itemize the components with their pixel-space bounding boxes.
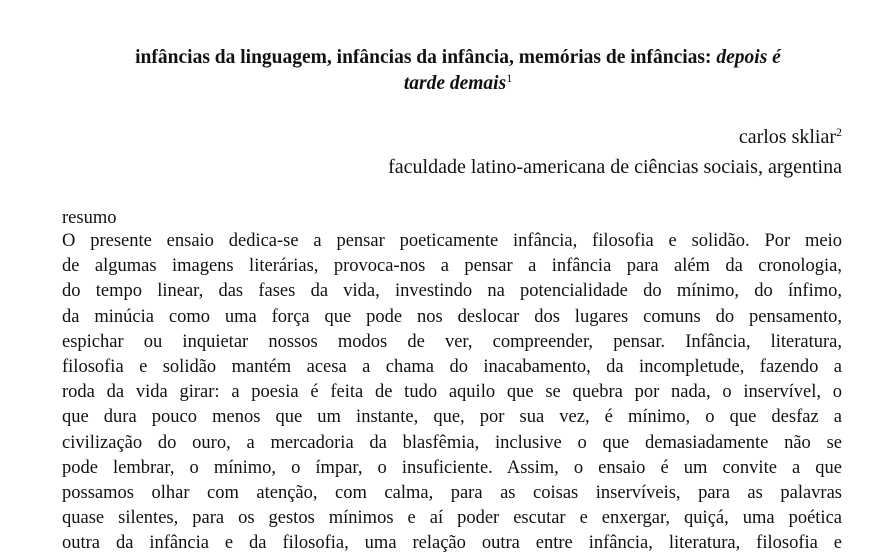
- abstract-line: da minúcia como uma força que pode nos deslocar dos lugares comuns do pensamento,: [62, 306, 842, 327]
- title-bold-text: infâncias da linguagem, infâncias da infância, memórias de infâncias:: [135, 47, 712, 68]
- abstract-line: O presente ensaio dedica-se a pensar poeticamente infância, filosofia e solidão. Por meio: [62, 231, 842, 251]
- abstract-line: do tempo linear, das fases da vida, investindo na potencialidade do mínimo, do ínfimo,: [62, 281, 842, 302]
- author-name-line: [739, 123, 842, 151]
- abstract-line: pode lembrar, o mínimo, o ímpar, o insuficiente. Assim, o ensaio é um convite a que: [62, 457, 842, 478]
- paper-title: [60, 45, 856, 97]
- abstract-line: espichar ou inquietar nossos modos de ver, compreender, pensar. Infância, literatura,: [62, 331, 842, 352]
- abstract-line: quase silentes, para os gestos mínimos e aí poder escutar e enxergar, quiçá, uma poética: [62, 508, 842, 529]
- abstract-line: possamos olhar com atenção, com calma, para as coisas inservíveis, para as palavras: [62, 482, 842, 503]
- abstract-body: [62, 229, 842, 556]
- title-italic-text-2: tarde demais: [403, 73, 507, 94]
- abstract-line: roda da vida girar: a poesia é feita de tudo aquilo que se quebra por nada, o inservível, o: [62, 382, 842, 403]
- abstract-line: de algumas imagens literárias, provoca-nos a pensar a infância para além da cronologia,: [62, 256, 842, 277]
- author-affiliation: faculdade latino-americana de ciências sociais, argentina: [388, 156, 842, 178]
- abstract-line: que dura pouco menos que um instante, que, por sua vez, é mínimo, o que desfaz a: [62, 407, 842, 428]
- abstract-line: outra da infância e da filosofia, uma relação outra entre infância, literatura, filosofia e: [62, 533, 842, 554]
- abstract-heading: resumo: [62, 208, 117, 228]
- author-footnote-mark[interactable]: 2: [836, 125, 842, 139]
- abstract-line: filosofia e solidão mantém acesa a chama do inacabamento, da incompletude, fazendo a: [62, 356, 842, 377]
- title-italic-text-1: depois é: [716, 47, 781, 68]
- abstract-line: civilização do ouro, a mercadoria da blasfêmia, inclusive o que demasiadamente não se: [62, 432, 842, 453]
- author-name: carlos skliar: [738, 126, 836, 148]
- title-footnote-mark[interactable]: 1: [506, 71, 513, 85]
